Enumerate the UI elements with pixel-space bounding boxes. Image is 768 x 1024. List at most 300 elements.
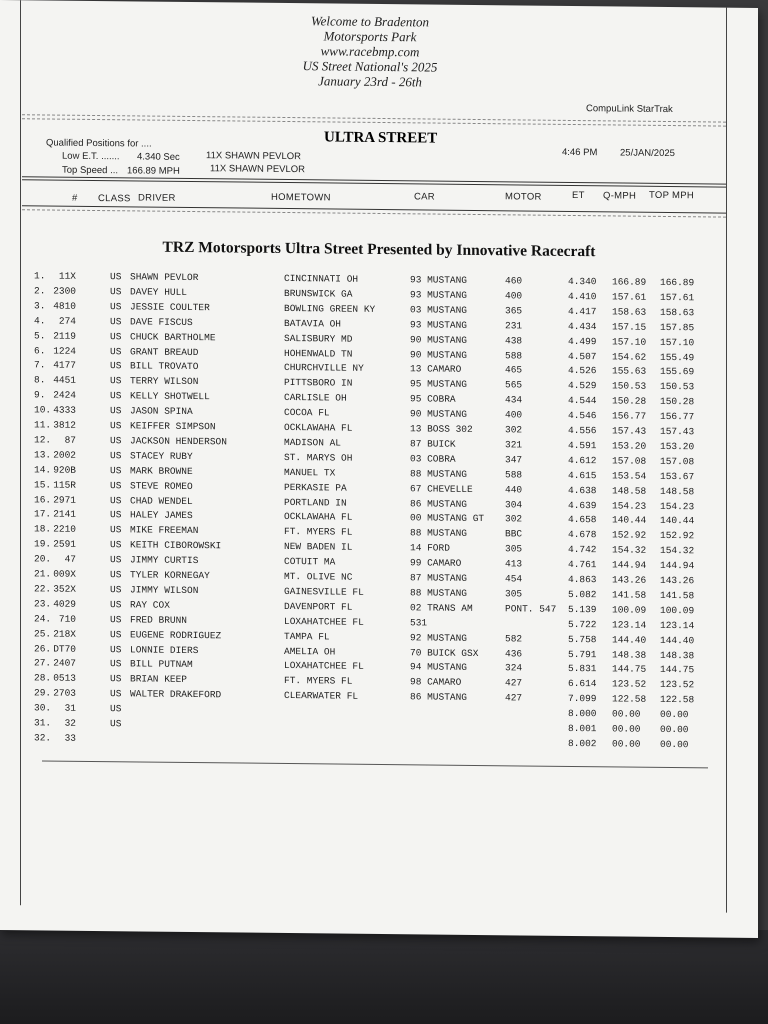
row-motor: 347: [505, 454, 523, 466]
row-car: 02 TRANS AM: [410, 602, 473, 614]
row-car: 92 MUSTANG: [410, 631, 468, 644]
top-speed-holder: 11X SHAWN PEVLOR: [210, 163, 306, 176]
row-position: 6.: [34, 344, 46, 356]
row-car: 90 MUSTANG: [410, 408, 468, 420]
row-driver: TYLER KORNEGAY: [130, 569, 210, 582]
col-header-qmph: Q-MPH: [603, 190, 637, 202]
row-qualifying-mph: 166.89: [612, 276, 647, 288]
row-motor: 305: [505, 588, 523, 600]
row-driver: STACEY RUBY: [130, 450, 193, 462]
row-driver: JACKSON HENDERSON: [130, 435, 227, 448]
row-et: 4.638: [568, 484, 597, 496]
row-hometown: MADISON AL: [284, 436, 342, 449]
row-car: 88 MUSTANG: [410, 467, 468, 480]
row-car-number: 274: [58, 315, 76, 327]
row-qualifying-mph: 155.63: [612, 365, 647, 378]
row-car-number: 87: [64, 434, 76, 446]
row-qualifying-mph: 123.52: [612, 678, 647, 691]
row-hometown: BATAVIA OH: [284, 317, 342, 330]
row-position: 29.: [34, 687, 52, 699]
row-class: US: [110, 286, 122, 298]
row-top-mph: 156.77: [660, 411, 695, 423]
row-class: US: [110, 584, 122, 596]
row-class: US: [110, 479, 122, 491]
row-motor: 454: [505, 573, 523, 585]
row-position: 10.: [34, 404, 52, 416]
row-hometown: PITTSBORO IN: [284, 377, 353, 389]
row-car: 03 MUSTANG: [410, 304, 468, 316]
row-et: 8.002: [568, 737, 597, 750]
welcome-line: Welcome to Bradenton: [311, 13, 429, 30]
row-driver: GRANT BREAUD: [130, 345, 199, 358]
row-position: 16.: [34, 493, 52, 506]
row-position: 5.: [34, 329, 46, 342]
row-hometown: CLEARWATER FL: [284, 690, 359, 702]
row-hometown: COTUIT MA: [284, 556, 336, 568]
row-motor: 465: [505, 364, 523, 376]
row-hometown: BOWLING GREEN KY: [284, 302, 376, 315]
row-class: US: [110, 449, 122, 462]
row-position: 2.: [34, 285, 46, 297]
row-position: 30.: [34, 702, 52, 714]
row-top-mph: 00.00: [660, 709, 689, 721]
row-hometown: MANUEL TX: [284, 466, 336, 479]
row-motor: 304: [505, 498, 523, 510]
row-class: US: [110, 509, 122, 521]
report-time: 4:46 PM: [562, 146, 598, 159]
row-car: 86 MUSTANG: [410, 497, 468, 510]
row-motor: 427: [505, 677, 523, 689]
qualified-label: Qualified Positions for ....: [46, 137, 152, 150]
row-top-mph: 141.58: [660, 589, 695, 602]
background-surface: [0, 930, 768, 1024]
row-top-mph: 143.26: [660, 574, 695, 587]
row-top-mph: 157.85: [660, 321, 695, 333]
row-position: 20.: [34, 553, 52, 565]
row-class: US: [110, 435, 122, 447]
low-et-label: Low E.T. .......: [62, 150, 120, 163]
row-motor: 365: [505, 305, 523, 317]
row-car: 14 FORD: [410, 542, 450, 554]
row-motor: 588: [505, 468, 523, 481]
row-qualifying-mph: 122.58: [612, 693, 647, 705]
row-hometown: NEW BADEN IL: [284, 541, 353, 553]
row-et: 4.591: [568, 439, 597, 452]
row-qualifying-mph: 154.23: [612, 499, 647, 512]
row-hometown: SALISBURY MD: [284, 332, 353, 345]
table-end-rule: [42, 760, 708, 768]
row-car-number: 710: [58, 613, 76, 625]
row-motor: 305: [505, 543, 523, 555]
row-position: 1.: [34, 270, 46, 282]
col-header-car: CAR: [414, 191, 435, 203]
row-class: US: [110, 569, 122, 581]
row-class: US: [110, 271, 122, 283]
row-class: US: [110, 360, 122, 372]
row-qualifying-mph: 123.14: [612, 619, 647, 631]
row-motor: 400: [505, 409, 523, 421]
row-top-mph: 166.89: [660, 276, 695, 289]
row-driver: TERRY WILSON: [130, 375, 199, 388]
row-top-mph: 157.08: [660, 455, 695, 468]
row-hometown: CARLISLE OH: [284, 392, 347, 404]
row-qualifying-mph: 152.92: [612, 529, 647, 542]
event-class-title: ULTRA STREET: [324, 129, 438, 147]
row-car: 70 BUICK GSX: [410, 646, 479, 659]
row-et: 4.529: [568, 380, 597, 392]
col-header-driver: DRIVER: [138, 192, 176, 204]
top-speed-value: 166.89 MPH: [127, 165, 180, 177]
row-position: 7.: [34, 359, 46, 371]
row-et: 8.000: [568, 708, 597, 720]
col-header-motor: MOTOR: [505, 191, 542, 203]
row-position: 25.: [34, 627, 52, 640]
row-position: 8.: [34, 374, 46, 386]
row-et: 6.614: [568, 678, 597, 690]
row-top-mph: 100.09: [660, 604, 695, 617]
row-motor: BBC: [505, 528, 523, 540]
row-qualifying-mph: 158.63: [612, 306, 647, 318]
row-driver: CHUCK BARTHOLME: [130, 330, 216, 343]
row-et: 4.742: [568, 544, 597, 556]
row-top-mph: 155.49: [660, 351, 695, 363]
row-et: 5.722: [568, 618, 597, 630]
row-car: 13 BOSS 302: [410, 423, 473, 435]
row-motor: 427: [505, 692, 523, 704]
row-class: US: [110, 658, 122, 670]
row-motor: 588: [505, 349, 523, 361]
row-driver: JESSIE COULTER: [130, 301, 210, 313]
row-hometown: PORTLAND IN: [284, 496, 347, 509]
row-et: 4.612: [568, 454, 597, 467]
row-driver: BILL PUTNAM: [130, 658, 193, 671]
row-qualifying-mph: 00.00: [612, 708, 641, 720]
row-car: 88 MUSTANG: [410, 587, 468, 599]
welcome-header: [220, 12, 520, 90]
row-et: 7.099: [568, 693, 597, 705]
row-car-number: 11X: [58, 270, 76, 282]
row-position: 27.: [34, 657, 52, 669]
row-hometown: OCKLAWAHA FL: [284, 511, 353, 524]
row-motor: PONT. 547: [505, 603, 557, 615]
row-driver: JASON SPINA: [130, 405, 193, 418]
row-position: 15.: [34, 478, 52, 491]
row-car-number: 3812: [53, 419, 76, 431]
divider: [22, 209, 726, 217]
row-qualifying-mph: 154.32: [612, 544, 647, 556]
row-driver: CHAD WENDEL: [130, 494, 193, 507]
row-driver: HALEY JAMES: [130, 509, 193, 522]
row-car-number: 4451: [53, 374, 76, 387]
row-driver: JIMMY CURTIS: [130, 554, 199, 567]
row-position: 4.: [34, 315, 46, 327]
row-class: US: [110, 643, 122, 655]
row-position: 26.: [34, 642, 52, 655]
row-class: US: [110, 405, 122, 417]
row-motor: 413: [505, 558, 523, 570]
row-class: US: [110, 494, 122, 506]
timing-system-label: CompuLink StarTrak: [586, 103, 673, 116]
row-hometown: HOHENWALD TN: [284, 347, 353, 360]
row-qualifying-mph: 141.58: [612, 589, 647, 601]
row-position: 22.: [34, 583, 52, 595]
col-header-class: CLASS: [98, 193, 131, 205]
row-car: 98 CAMARO: [410, 676, 462, 689]
row-position: 9.: [34, 389, 46, 401]
row-class: US: [110, 464, 122, 476]
welcome-line: January 23rd - 26th: [318, 73, 422, 90]
row-driver: MARK BROWNE: [130, 465, 193, 477]
row-car-number: 47: [64, 553, 76, 565]
row-top-mph: 154.32: [660, 545, 695, 557]
row-position: 28.: [34, 672, 52, 684]
row-top-mph: 122.58: [660, 694, 695, 706]
row-driver: LONNIE DIERS: [130, 643, 199, 656]
row-driver: FRED BRUNN: [130, 614, 188, 626]
row-driver: STEVE ROMEO: [130, 479, 193, 492]
row-driver: BILL TROVATO: [130, 360, 199, 373]
row-position: 31.: [34, 717, 52, 729]
row-car-number: 2424: [53, 389, 76, 401]
row-qualifying-mph: 140.44: [612, 514, 647, 527]
row-car-number: 4333: [53, 404, 76, 416]
row-position: 13.: [34, 449, 52, 461]
row-top-mph: 157.43: [660, 425, 695, 438]
row-class: US: [110, 300, 122, 313]
row-car: 93 MUSTANG: [410, 318, 468, 331]
low-et-holder: 11X SHAWN PEVLOR: [206, 150, 302, 163]
row-class: US: [110, 554, 122, 566]
row-qualifying-mph: 157.61: [612, 291, 647, 303]
row-car: 67 CHEVELLE: [410, 482, 473, 495]
row-hometown: BRUNSWICK GA: [284, 287, 353, 300]
row-motor: 302: [505, 424, 523, 436]
welcome-line: Motorsports Park: [323, 28, 417, 45]
row-hometown: FT. MYERS FL: [284, 675, 353, 687]
row-et: 4.499: [568, 335, 597, 347]
row-class: US: [110, 315, 122, 327]
row-car-number: 2002: [53, 449, 76, 461]
row-position: 11.: [34, 419, 52, 431]
row-et: 4.417: [568, 305, 597, 318]
row-qualifying-mph: 150.53: [612, 380, 647, 393]
row-car-number: 2119: [53, 330, 76, 342]
row-et: 4.639: [568, 499, 597, 511]
row-class: US: [110, 628, 122, 640]
row-car-number: 2210: [53, 523, 76, 536]
row-class: US: [110, 420, 122, 432]
row-position: 17.: [34, 508, 52, 520]
row-top-mph: 144.75: [660, 664, 695, 676]
row-et: 8.001: [568, 722, 597, 735]
row-hometown: COCOA FL: [284, 407, 330, 419]
row-et: 5.758: [568, 633, 597, 645]
row-car: 90 MUSTANG: [410, 333, 468, 346]
row-class: US: [110, 330, 122, 342]
low-et-value: 4.340 Sec: [137, 151, 180, 163]
row-hometown: DAVENPORT FL: [284, 600, 353, 613]
row-et: 4.410: [568, 290, 597, 303]
row-car-number: 2407: [53, 657, 76, 670]
row-car: 93 MUSTANG: [410, 289, 468, 301]
row-top-mph: 158.63: [660, 306, 695, 319]
row-driver: BRIAN KEEP: [130, 673, 188, 686]
row-top-mph: 123.52: [660, 679, 695, 691]
row-car-number: 4810: [53, 300, 76, 312]
row-top-mph: 140.44: [660, 515, 695, 527]
row-qualifying-mph: 153.54: [612, 470, 647, 482]
row-position: 14.: [34, 464, 52, 476]
row-motor: 321: [505, 439, 523, 451]
row-car-number: 31: [64, 702, 76, 714]
row-class: US: [110, 688, 122, 700]
row-et: 4.434: [568, 320, 597, 332]
row-car: 00 MUSTANG GT: [410, 512, 485, 525]
row-car: 95 MUSTANG: [410, 378, 468, 391]
row-car-number: 352X: [53, 583, 76, 595]
row-top-mph: 157.61: [660, 291, 695, 304]
row-hometown: MT. OLIVE NC: [284, 570, 353, 583]
row-top-mph: 148.58: [660, 485, 695, 497]
row-top-mph: 123.14: [660, 619, 695, 631]
row-car-number: 920B: [53, 464, 76, 476]
row-position: 19.: [34, 538, 52, 550]
row-hometown: TAMPA FL: [284, 630, 330, 643]
row-position: 23.: [34, 598, 52, 610]
row-qualifying-mph: 154.62: [612, 350, 647, 363]
row-car: 93 MUSTANG: [410, 274, 468, 286]
col-header-et: ET: [572, 189, 585, 202]
row-driver: EUGENE RODRIGUEZ: [130, 628, 222, 641]
row-driver: MIKE FREEMAN: [130, 524, 199, 537]
row-top-mph: 153.20: [660, 440, 695, 453]
row-position: 21.: [34, 568, 52, 580]
row-top-mph: 00.00: [660, 738, 689, 751]
row-class: US: [110, 390, 122, 402]
row-hometown: ST. MARYS OH: [284, 451, 353, 464]
row-car-number: 218X: [53, 628, 76, 640]
row-car-number: DT70: [53, 643, 76, 655]
row-driver: JIMMY WILSON: [130, 584, 199, 596]
row-car-number: 2300: [53, 285, 76, 297]
row-car-number: 115R: [53, 479, 76, 491]
row-driver: KELLY SHOTWELL: [130, 390, 210, 403]
row-driver: KEIFFER SIMPSON: [130, 420, 216, 433]
row-motor: 440: [505, 483, 523, 496]
row-hometown: GAINESVILLE FL: [284, 585, 364, 598]
row-position: 12.: [34, 434, 52, 446]
row-class: US: [110, 539, 122, 551]
row-car: 99 CAMARO: [410, 557, 462, 569]
row-car-number: 009X: [53, 568, 76, 580]
row-qualifying-mph: 00.00: [612, 738, 641, 750]
row-class: US: [110, 673, 122, 685]
col-header-hometown: HOMETOWN: [271, 191, 331, 204]
row-qualifying-mph: 157.15: [612, 321, 647, 333]
row-class: US: [110, 345, 122, 357]
row-driver: DAVE FISCUS: [130, 316, 193, 328]
row-qualifying-mph: 156.77: [612, 410, 647, 422]
welcome-line: US Street National's 2025: [302, 58, 438, 75]
row-et: 4.556: [568, 424, 597, 437]
row-car-number: 4177: [53, 359, 76, 372]
row-qualifying-mph: 157.10: [612, 336, 647, 348]
welcome-line: www.racebmp.com: [320, 43, 420, 60]
col-header-num: #: [72, 192, 78, 204]
row-et: 5.791: [568, 648, 597, 660]
row-position: 32.: [34, 732, 52, 744]
row-et: 5.831: [568, 663, 597, 675]
row-et: 4.544: [568, 395, 597, 407]
row-hometown: OCKLAWAHA FL: [284, 421, 353, 434]
row-car-number: 33: [64, 732, 76, 744]
row-driver: WALTER DRAKEFORD: [130, 688, 222, 701]
report-date: 25/JAN/2025: [620, 147, 675, 160]
row-class: US: [110, 703, 122, 715]
row-hometown: AMELIA OH: [284, 645, 336, 658]
row-car: 531: [410, 616, 428, 629]
row-qualifying-mph: 157.08: [612, 455, 647, 467]
row-et: 5.082: [568, 588, 597, 601]
row-motor: 231: [505, 319, 523, 332]
row-car-number: 4029: [53, 598, 76, 610]
row-top-mph: 148.38: [660, 649, 695, 661]
row-et: 5.139: [568, 603, 597, 616]
row-et: 4.615: [568, 469, 597, 481]
row-top-mph: 153.67: [660, 470, 695, 482]
row-class: US: [110, 375, 122, 387]
row-qualifying-mph: 157.43: [612, 425, 647, 437]
row-position: 3.: [34, 300, 46, 312]
row-motor: 434: [505, 394, 523, 406]
row-car-number: 2141: [53, 508, 76, 521]
row-et: 4.761: [568, 559, 597, 571]
row-driver: DAVEY HULL: [130, 286, 188, 298]
row-car: 95 COBRA: [410, 393, 456, 405]
row-car: 87 BUICK: [410, 438, 456, 450]
row-qualifying-mph: 148.38: [612, 648, 647, 661]
row-qualifying-mph: 153.20: [612, 440, 647, 452]
row-top-mph: 154.23: [660, 500, 695, 512]
row-class: US: [110, 524, 122, 536]
row-top-mph: 155.69: [660, 366, 695, 378]
row-car: 94 MUSTANG: [410, 661, 468, 674]
row-qualifying-mph: 144.94: [612, 559, 647, 571]
row-car-number: 2591: [53, 538, 76, 550]
row-et: 4.340: [568, 275, 597, 288]
row-motor: 582: [505, 632, 523, 645]
row-hometown: LOXAHATCHEE FL: [284, 615, 364, 628]
row-car: 88 MUSTANG: [410, 527, 468, 540]
row-qualifying-mph: 150.28: [612, 395, 647, 407]
row-car-number: 2703: [53, 687, 76, 699]
row-driver: SHAWN PEVLOR: [130, 271, 199, 284]
row-hometown: CHURCHVILLE NY: [284, 362, 364, 375]
row-hometown: LOXAHATCHEE FL: [284, 660, 364, 673]
row-top-mph: 152.92: [660, 530, 695, 542]
row-class: US: [110, 598, 122, 611]
row-car: 90 MUSTANG: [410, 348, 468, 361]
row-motor: 302: [505, 513, 523, 525]
row-position: 18.: [34, 523, 52, 535]
row-top-mph: 157.10: [660, 336, 695, 348]
row-driver: KEITH CIBOROWSKI: [130, 539, 222, 552]
row-top-mph: 150.53: [660, 381, 695, 393]
row-et: 4.863: [568, 573, 597, 586]
row-motor: 438: [505, 334, 523, 347]
row-motor: 565: [505, 379, 523, 391]
col-header-topmph: TOP MPH: [649, 189, 695, 202]
